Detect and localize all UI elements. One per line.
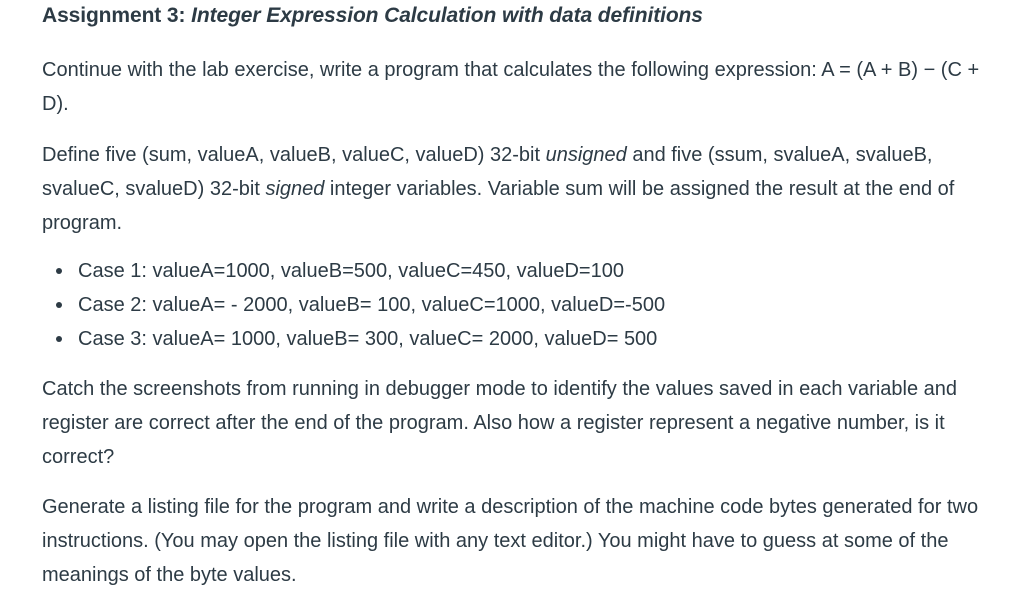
screenshots-paragraph: Catch the screenshots from running in debugger mode to identify the values saved in each variable and register are correct after the end of the program. Also how a register represent a negative number, is it correct? (42, 378, 957, 468)
list-item (42, 288, 665, 322)
case-text: Case 1: valueA=1000, valueB=500, valueC=450, valueD=100 (78, 260, 624, 282)
definition-text-2: and five (ssum, svalueA, svalueB, svalueC, svalueD) 32-bit (42, 144, 933, 200)
bullet-icon (56, 336, 62, 342)
cases-list (42, 254, 665, 356)
unsigned-emphasis: unsigned (545, 144, 627, 166)
list-item (42, 254, 665, 288)
list-item (42, 322, 665, 356)
assignment-heading (42, 4, 703, 28)
case-text: Case 3: valueA= 1000, valueB= 300, valueC= 2000, valueD= 500 (78, 328, 658, 350)
signed-emphasis: signed (265, 178, 325, 200)
bullet-icon (56, 268, 62, 274)
intro-paragraph: Continue with the lab exercise, write a program that calculates the following expression: A = (A + B) − (C + D). (42, 59, 980, 115)
definition-text-1: Define five (sum, valueA, valueB, valueC, valueD) 32-bit (42, 144, 546, 166)
bullet-icon (56, 302, 62, 308)
listing-paragraph: Generate a listing file for the program and write a description of the machine code bytes generated for two instructions. (You may open the listing file with any text editor.) You might have to guess at some of the meanings of the byte values. (42, 496, 979, 586)
case-text: Case 2: valueA= - 2000, valueB= 100, valueC=1000, valueD=-500 (78, 294, 666, 316)
definition-text-3: integer variables. Variable sum will be assigned the result at the end of program. (42, 178, 955, 234)
heading-title: Integer Expression Calculation with data definitions (191, 4, 703, 27)
heading-prefix: Assignment 3: (42, 4, 192, 27)
definition-paragraph (42, 138, 987, 240)
